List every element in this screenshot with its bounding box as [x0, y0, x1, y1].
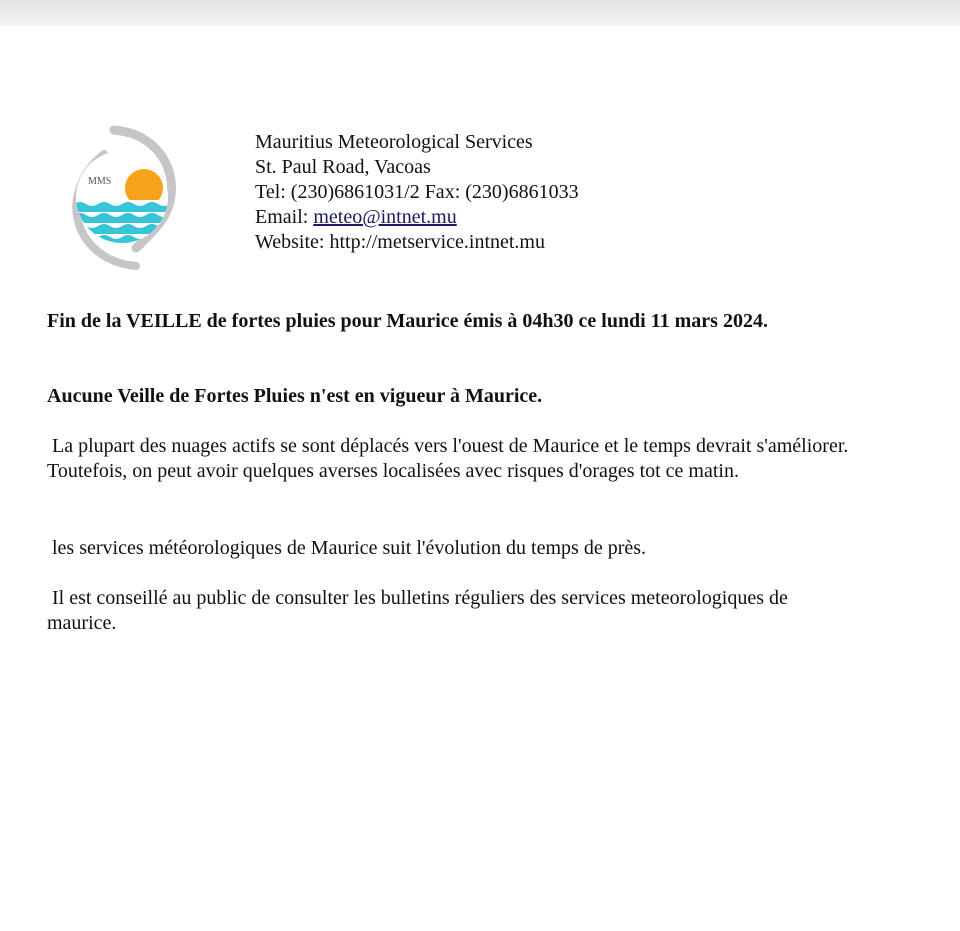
mms-logo — [70, 124, 180, 272]
email-link[interactable]: meteo@intnet.mu — [313, 206, 457, 228]
monitoring-paragraph: les services météorologiques de Maurice suit l'évolution du temps de près. — [47, 537, 647, 559]
logo-text: MMS — [88, 176, 112, 187]
email-line — [255, 205, 579, 230]
clouds-paragraph — [47, 434, 937, 484]
no-watch-statement: Aucune Veille de Fortes Pluies n'est en vigueur à Maurice. — [47, 385, 543, 407]
advice-line-2: maurice. — [47, 612, 117, 634]
contact-block — [255, 130, 579, 255]
clouds-line-1: La plupart des nuages actifs se sont déplacés vers l'ouest de Maurice et le temps devrait s'améliorer. — [47, 435, 849, 457]
bulletin-title: Fin de la VEILLE de fortes pluies pour Maurice émis à 04h30 ce lundi 11 mars 2024. — [47, 310, 768, 332]
email-label: Email: — [255, 206, 314, 228]
address: St. Paul Road, Vacoas — [255, 156, 431, 178]
top-band — [0, 0, 960, 26]
org-name: Mauritius Meteorological Services — [255, 131, 533, 153]
website: Website: http://metservice.intnet.mu — [255, 231, 545, 253]
advice-paragraph — [47, 586, 937, 636]
advice-line-1: Il est conseillé au public de consulter les bulletins réguliers des services meteorologiques de — [47, 587, 788, 609]
clouds-line-2: Toutefois, on peut avoir quelques averses localisées avec risques d'orages tot ce matin. — [47, 460, 739, 482]
phone-fax: Tel: (230)6861031/2 Fax: (230)6861033 — [255, 181, 579, 203]
